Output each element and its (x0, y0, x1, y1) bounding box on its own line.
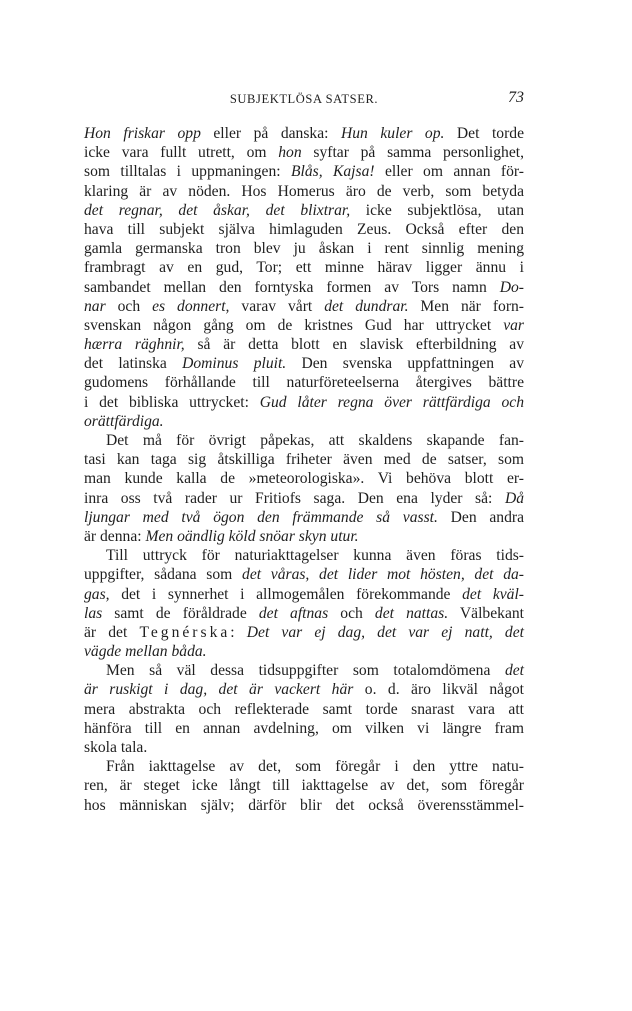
text-line: las samt de föråldrade det aftnas och det nattas. Välbekant (84, 604, 524, 622)
page-header (84, 89, 524, 112)
text-line: är det Tegnérska: Det var ej dag, det var ej natt, det (84, 623, 524, 641)
text-line: sambandet mellan den forntyska formen av Tors namn Do- (84, 278, 524, 296)
text-line: som tilltalas i uppmaningen: Blås, Kajsa! eller om annan för- (84, 163, 524, 181)
text-line: Men så väl dessa tidsuppgifter som totalomdömena det (106, 662, 524, 680)
body-text (84, 124, 524, 815)
text-line: i det bibliska uttrycket: Gud låter regna över rättfärdiga och (84, 393, 524, 411)
text-line: ren, är steget icke långt till iakttagelse av det, som föregår (84, 777, 524, 795)
text-line: det latinska Dominus pluit. Den svenska uppfattningen av (84, 355, 524, 373)
text-line: icke vara fullt utrett, om hon syftar på samma personlighet, (84, 144, 524, 162)
text-line: gamla germanska tron blev ju åskan i rent sinnlig mening (84, 240, 524, 258)
text-line: nar och es donnert, varav vårt det dundrar. Men när forn- (84, 297, 525, 315)
text-line: vägde mellan båda. (84, 643, 207, 661)
running-title: SUBJEKTLÖSA SATSER. (229, 92, 379, 106)
text-line: orättfärdiga. (84, 412, 164, 430)
text-line: hos människan själv; därför blir det också överensstämmel- (84, 796, 524, 814)
text-line: är denna: Men oändlig köld snöar skyn utur. (84, 527, 359, 545)
text-line: svenskan någon gång om de kristnes Gud har uttrycket var (84, 316, 524, 334)
text-line: Från iakttagelse av det, som föregår i den yttre natu- (106, 758, 524, 776)
text-line: mera abstrakta och reflekterade samt torde snarast vara att (84, 700, 524, 718)
text-line: inra oss två rader ur Fritiofs saga. Den ena lyder så: Då (84, 489, 524, 507)
text-line: hava till subjekt själva himlaguden Zeus. Också efter den (84, 220, 524, 238)
text-line: hærra räghnir, så är detta blott en slavisk efterbildning av (84, 336, 525, 354)
text-line: ljungar med två ögon den främmande så vasst. Den andra (84, 508, 524, 526)
text-line: klaring är av nöden. Hos Homerus äro de verb, som betyda (84, 182, 524, 200)
text-line: man kunde kalla de »meteorologiska». Vi behöva blott er- (84, 470, 524, 488)
text-line: frambragt av en gud, Tor; ett minne härav ligger ännu i (84, 259, 524, 277)
text-line: gas, det i synnerhet i allmogemålen förekommande det kväl- (84, 585, 524, 603)
text-line: gudomens förhållande till naturföreteelserna återgives bättre (84, 374, 524, 392)
text-line: det regnar, det åskar, det blixtrar, icke subjektlösa, utan (84, 201, 525, 219)
text-line: Hon friskar opp eller på danska: Hun kuler op. Det torde (84, 125, 524, 142)
text-line: uppgifter, sådana som det våras, det lider mot hösten, det da- (84, 566, 524, 584)
text-line: skola tala. (84, 739, 148, 756)
text-line: Till uttryck för naturiakttagelser kunna även föras tids- (106, 547, 524, 565)
page-number: 73 (508, 89, 524, 106)
text-line: Det må för övrigt påpekas, att skaldens skapande fan- (106, 432, 524, 449)
text-line: tasi kan taga sig åtskilliga friheter även med de satser, som (84, 451, 524, 469)
text-line: är ruskigt i dag, det är vackert här o. d. äro likväl något (84, 681, 524, 699)
text-line: hänföra till en annan avdelning, om vilken vi längre fram (84, 719, 524, 737)
